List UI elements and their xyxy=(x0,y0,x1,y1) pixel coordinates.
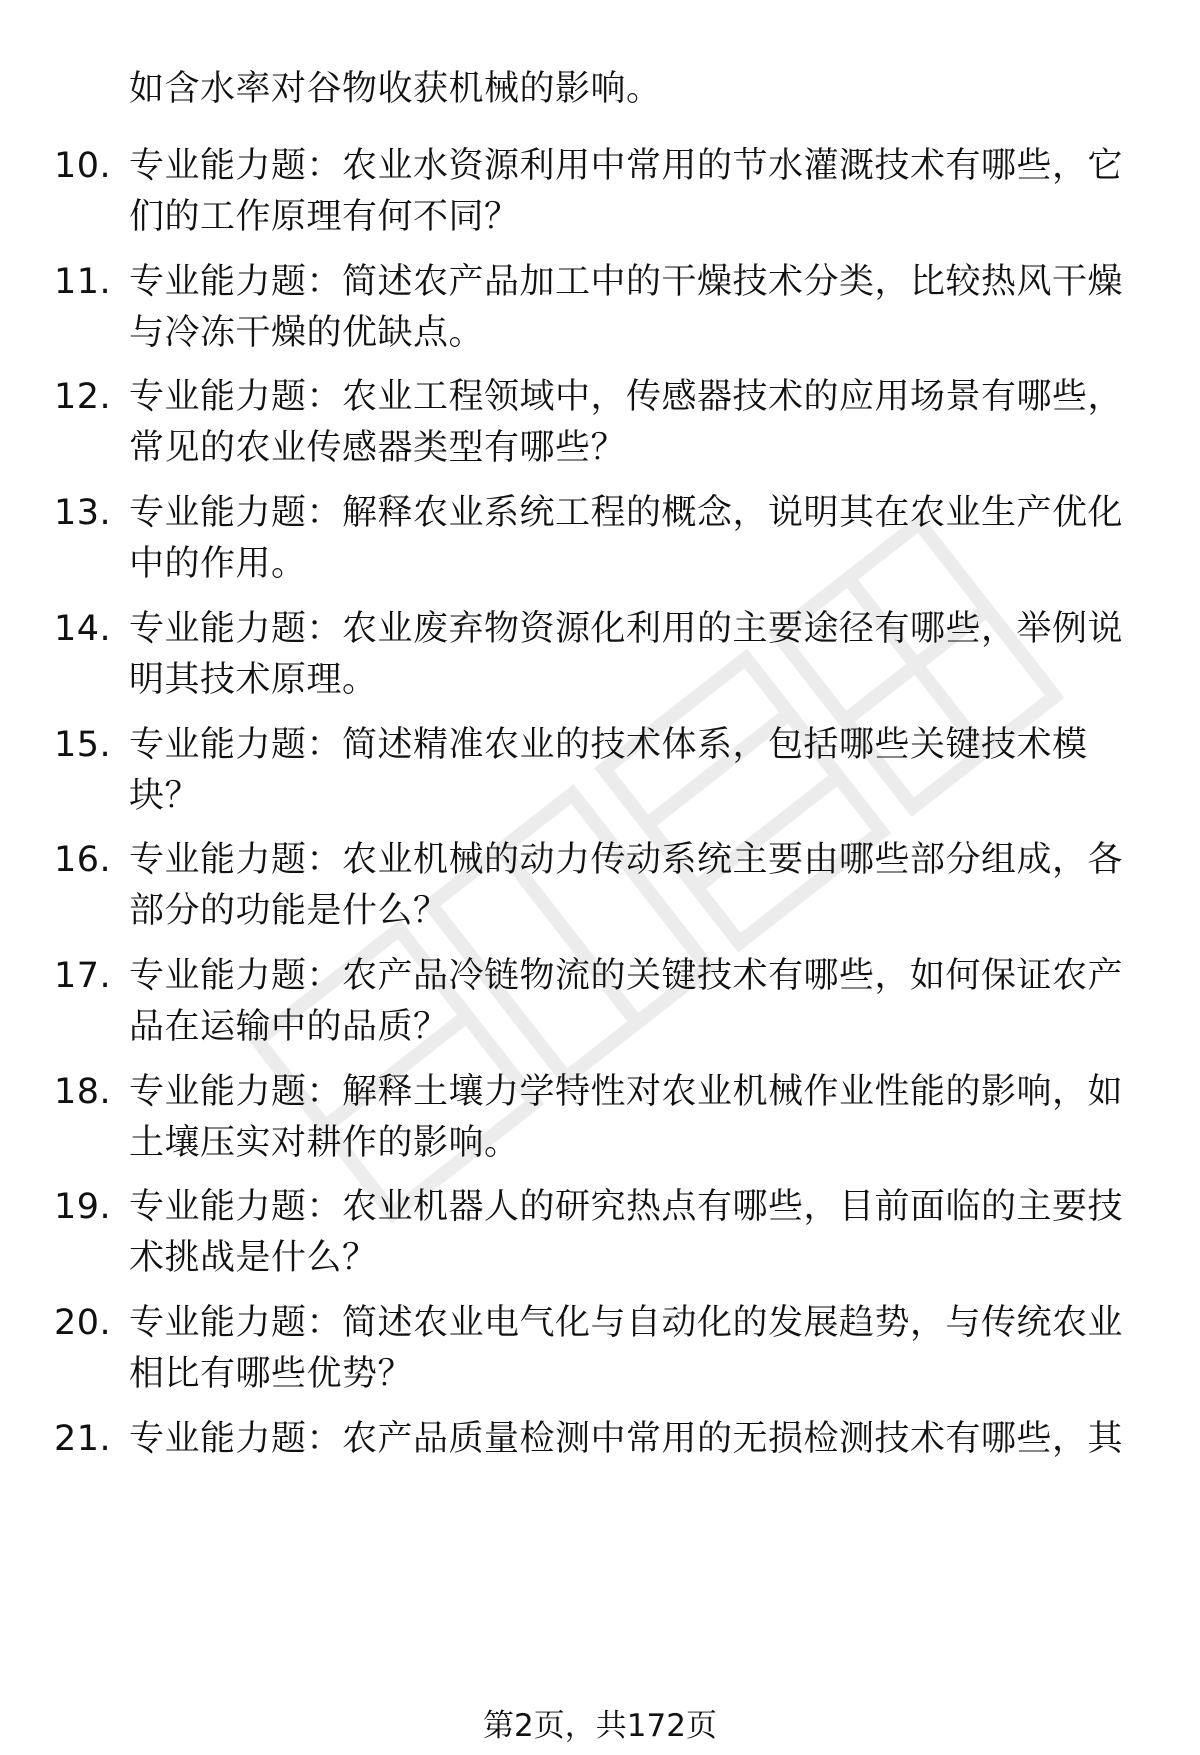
question-text-line: 专业能力题：农业废弃物资源化利用的主要途径有哪些，举例说 xyxy=(129,609,1124,649)
question-text-line: 品在运输中的品质？ xyxy=(129,1007,449,1047)
question-text-line: 专业能力题：解释土壤力学特性对农业机械作业性能的影响，如 xyxy=(129,1072,1124,1112)
question-text-line: 与冷冻干燥的优缺点。 xyxy=(129,313,485,353)
question-text-line: 专业能力题：简述农产品加工中的干燥技术分类，比较热风干燥 xyxy=(129,262,1124,302)
question-text-line: 部分的功能是什么？ xyxy=(129,891,449,931)
question-number: 10. xyxy=(54,146,112,186)
question-number: 19. xyxy=(54,1187,112,1227)
question-number: 18. xyxy=(54,1072,112,1112)
question-text-line: 专业能力题：农产品冷链物流的关键技术有哪些，如何保证农产 xyxy=(129,956,1124,996)
question-text-line: 块？ xyxy=(129,776,201,816)
page-footer: 第2页，共172页 xyxy=(483,1708,717,1744)
question-text-line: 专业能力题：农业工程领域中，传感器技术的应用场景有哪些， xyxy=(129,377,1124,417)
question-text-line: 专业能力题：解释农业系统工程的概念，说明其在农业生产优化 xyxy=(129,493,1124,533)
question-text-line: 相比有哪些优势？ xyxy=(129,1354,414,1394)
question-number: 16. xyxy=(54,840,112,880)
question-number: 21. xyxy=(54,1419,112,1459)
question-number: 17. xyxy=(54,956,112,996)
question-number: 14. xyxy=(54,609,112,649)
question-text-line: 明其技术原理。 xyxy=(129,660,378,700)
question-text-line: 术挑战是什么？ xyxy=(129,1238,378,1278)
question-text-line: 专业能力题：农业机器人的研究热点有哪些，目前面临的主要技 xyxy=(129,1187,1124,1227)
question-text-line: 专业能力题：简述农业电气化与自动化的发展趋势，与传统农业 xyxy=(129,1303,1124,1343)
question-text-line: 土壤压实对耕作的影响。 xyxy=(129,1123,520,1163)
question-text-line: 专业能力题：农业机械的动力传动系统主要由哪些部分组成，各 xyxy=(129,840,1124,880)
question-text-line: 们的工作原理有何不同？ xyxy=(129,197,520,237)
question-number: 12. xyxy=(54,377,112,417)
question-text-line: 中的作用。 xyxy=(129,544,307,584)
question-text-line: 专业能力题：农产品质量检测中常用的无损检测技术有哪些，其 xyxy=(129,1419,1124,1459)
question-number: 15. xyxy=(54,725,112,765)
question-number: 13. xyxy=(54,493,112,533)
question-text-line: 专业能力题：简述精准农业的技术体系，包括哪些关键技术模 xyxy=(129,725,1088,765)
question-number: 20. xyxy=(54,1303,112,1343)
question-text-line: 专业能力题：农业水资源利用中常用的节水灌溉技术有哪些，它 xyxy=(129,146,1124,186)
continuation-text: 如含水率对谷物收获机械的影响。 xyxy=(129,69,662,109)
question-number: 11. xyxy=(54,262,112,302)
question-text-line: 常见的农业传感器类型有哪些？ xyxy=(129,428,627,468)
